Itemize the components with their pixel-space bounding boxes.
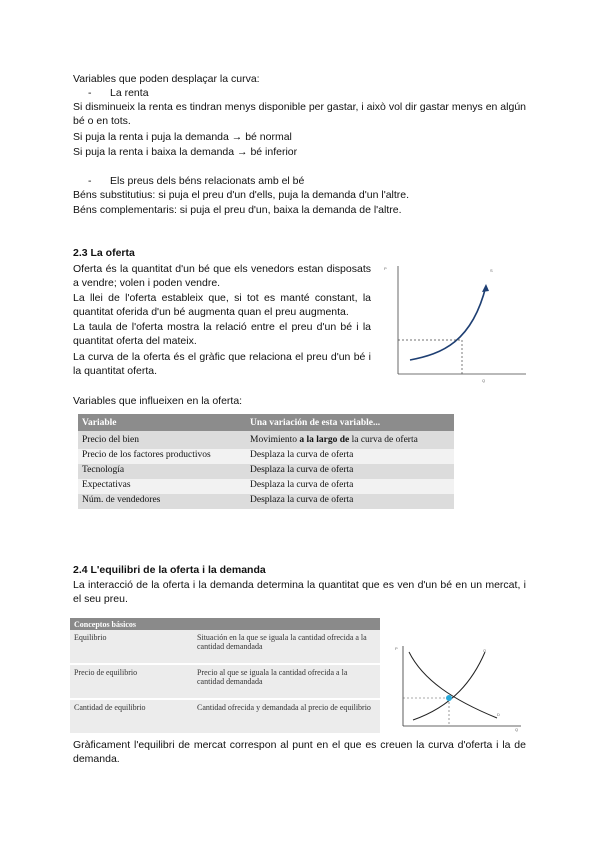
row-effect: Movimiento a la largo de la curva de oferta <box>246 431 454 449</box>
supply-curve-figure <box>382 262 530 384</box>
table-header-row <box>78 414 454 431</box>
svg-text:Q: Q <box>515 727 519 732</box>
table-row <box>78 431 454 449</box>
supply-curve-eq <box>413 652 485 720</box>
table-row <box>78 479 454 494</box>
bullet-related-label: Els preus dels béns relacionats amb el bé <box>110 175 305 187</box>
bullet-income-label: La renta <box>110 87 149 99</box>
concept-term: Equilibrio <box>70 630 193 664</box>
row-effect: Desplaza la curva de oferta <box>246 449 454 464</box>
variables-intro: Variables que poden desplaçar la curva: <box>73 73 260 85</box>
supply-variables-intro: Variables que influeixen en la oferta: <box>73 395 243 407</box>
table-row <box>70 699 380 734</box>
header-variation: Una variación de esta variable... <box>246 414 454 431</box>
bullet-related: - Els preus dels béns relacionats amb el bé <box>88 175 305 187</box>
concept-definition: Cantidad ofrecida y demandada al precio de equilibrio <box>193 699 380 734</box>
table-row <box>70 664 380 699</box>
income-line-4: Béns substitutius: si puja el preu d'un d'ells, puja la demanda d'un l'altre. <box>73 189 410 201</box>
heading-supply: 2.3 La oferta <box>73 247 135 259</box>
supply-p3: La taula de l'oferta mostra la relació entre el preu d'un bé i la quantitat oferta del mateix. <box>73 321 371 347</box>
row-effect: Desplaza la curva de oferta <box>246 494 454 509</box>
bullet-income: - La renta <box>88 87 149 99</box>
row-effect: Desplaza la curva de oferta <box>246 464 454 479</box>
income-line-5: Béns complementaris: si puja el preu d'un, baixa la demanda de l'altre. <box>73 204 402 216</box>
supply-p2: La llei de l'oferta estableix que, si tot es manté constant, la quantitat oferida d'un bé augmenta quan el preu augmenta. <box>73 292 371 318</box>
table-row <box>78 494 454 509</box>
svg-text:P: P <box>384 266 387 271</box>
svg-text:Q: Q <box>482 378 486 383</box>
svg-text:O: O <box>483 648 487 653</box>
row-variable: Precio de los factores productivos <box>78 449 246 464</box>
row-effect: Desplaza la curva de oferta <box>246 479 454 494</box>
header-variable: Variable <box>78 414 246 431</box>
svg-text:D: D <box>497 712 500 717</box>
equilibrium-figure <box>393 640 525 732</box>
concept-term: Precio de equilibrio <box>70 664 193 699</box>
heading-equilibrium: 2.4 L'equilibri de la oferta i la demanda <box>73 564 266 576</box>
supply-curve <box>410 286 486 360</box>
supply-p1: Oferta és la quantitat d'un bé que els venedors estan disposats a vendre; volen i poden vendre. <box>73 263 371 289</box>
equilibrium-point <box>446 695 452 701</box>
supply-p4: La curva de la oferta és el gràfic que relaciona el preu d'un bé i la quantitat oferta. <box>73 351 371 377</box>
svg-text:S: S <box>490 268 493 273</box>
row-variable: Núm. de vendedores <box>78 494 246 509</box>
equilibrium-p1: La interacció de la oferta i la demanda determina la quantitat que es ven d'un bé en un mercat, i el seu preu. <box>73 579 526 605</box>
table-row <box>78 449 454 464</box>
row-variable: Precio del bien <box>78 431 246 449</box>
concepts-table <box>70 618 380 735</box>
supply-variables-table <box>78 414 454 509</box>
row-variable: Tecnología <box>78 464 246 479</box>
table-row <box>78 464 454 479</box>
concepts-header-row <box>70 618 380 630</box>
concept-term: Cantidad de equilibrio <box>70 699 193 734</box>
row-variable: Expectativas <box>78 479 246 494</box>
concept-definition: Situación en la que se iguala la cantidad ofrecida a la cantidad demandada <box>193 630 380 664</box>
curve-arrow <box>482 284 489 292</box>
income-line-3: Si puja la renta i baixa la demanda → bé inferior <box>73 146 298 158</box>
income-line-1: Si disminueix la renta es tindran menys disponible per gastar, i això vol dir gastar menys en algún bé o en tots. <box>73 101 526 127</box>
concepts-header: Conceptos básicos <box>70 618 380 630</box>
demand-curve <box>409 652 497 718</box>
svg-text:P: P <box>395 646 398 651</box>
income-line-2: Si puja la renta i puja la demanda → bé normal <box>73 131 292 143</box>
table-row <box>70 630 380 664</box>
equilibrium-p2: Gràficament l'equilibri de mercat correspon al punt en el que es creuen la curva d'oferta i la de demanda. <box>73 739 526 765</box>
concept-definition: Precio al que se iguala la cantidad ofrecida a la cantidad demandada <box>193 664 380 699</box>
